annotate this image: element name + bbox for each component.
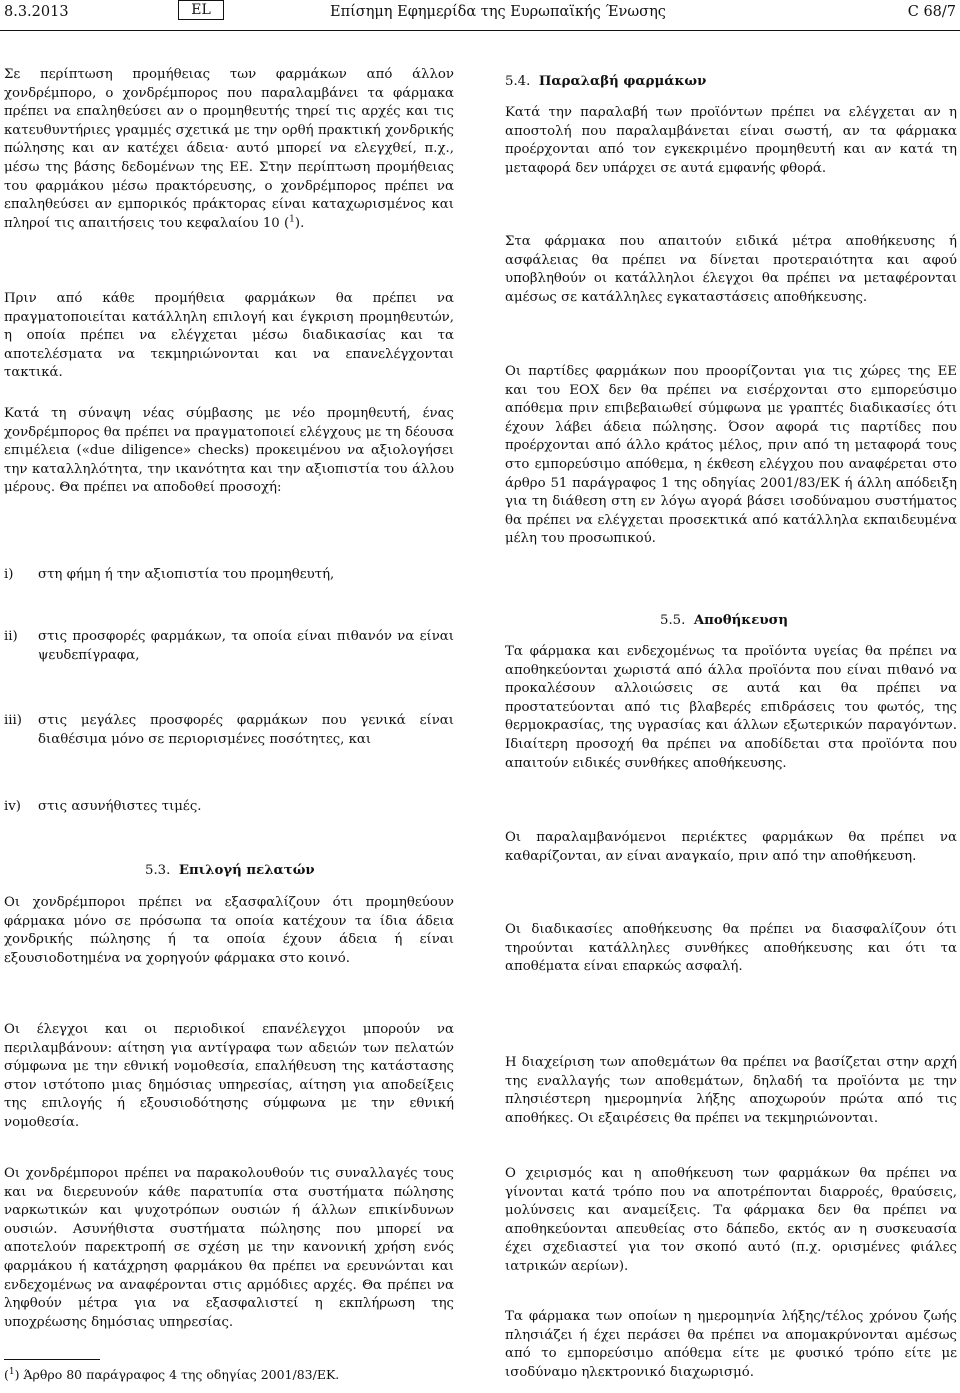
- journal-title: Επίσημη Εφημερίδα της Ευρωπαϊκής Ένωσης: [330, 4, 666, 20]
- header-date: 8.3.2013: [4, 4, 69, 20]
- right-paragraph-6: Οι διαδικασίες αποθήκευσης θα πρέπει να διασφαλίζουν ότι τηρούνται κατάλληλες συνθήκες αποθήκευσης και ότι τα αποθέματα είναι επαρκώς ασφαλή.: [505, 922, 957, 975]
- left-paragraph-1-end: ).: [294, 215, 305, 231]
- section-number: 5.5.: [660, 613, 686, 628]
- section-number: 5.3.: [145, 863, 171, 878]
- left-paragraph-6: Οι χονδρέμποροι πρέπει να παρακολουθούν τις συναλλαγές τους και να διερευνούν κάθε παρατυπία στα συστήματα πώλησης ναρκωτικών και ψυχοτρόπων ουσιών ή άλλων επικίνδυνων ουσιών. Ασυνήθιστα συστήματα πώλησης που μπορεί να αποτελούν παρεκτροπή σε σχέση με την κανονική χρήση ενός φαρμάκου ή κατάχρηση φαρμάκου θα πρέπει να ερευνώνται και ενδεχομένως να αναφέρονται στις αρμόδιες αρχές. Θα πρέπει να ληφθούν μέτρα για να εξασφαλιστεί η εκπλήρωση της υποχρέωσης δημόσιας υπηρεσίας.: [4, 1166, 454, 1330]
- right-paragraph-1: Κατά την παραλαβή των προϊόντων πρέπει να ελέγχεται αν η αποστολή που παραλαμβάνεται είναι σωστή, αν τα φάρμακα προέρχονται από τον εγκεκριμένο προμηθευτή και αν κατά τη μεταφορά δεν υπάρχει σε αυτά εμφανής φθορά.: [505, 105, 957, 176]
- list-item-number: iii): [4, 713, 22, 728]
- right-paragraph-9: Τα φάρμακα των οποίων η ημερομηνία λήξης/τέλος χρόνου ζωής πλησιάζει ή έχει περάσει θα πρέπει να απομακρύνονται αμέσως από το εμπορεύσιμο απόθεμα είτε με φυσικό τρόπο είτε με ισοδύναμο ηλεκτρονικό διαχωρισμό.: [505, 1309, 957, 1380]
- language-code-box: EL: [178, 0, 224, 20]
- section-heading-5-5: [660, 612, 788, 631]
- footnote-mark: 1: [8, 1366, 15, 1377]
- list-item-text: στις προσφορές φαρμάκων, τα οποία είναι πιθανόν να είναι ψευδεπίγραφα,: [38, 629, 454, 663]
- list-item-number: ii): [4, 629, 18, 644]
- section-heading-5-4: [505, 73, 706, 92]
- footnote: ($^1$) Άρθρο 80 παράγραφος 4 της οδηγίας 2001/83/ΕΚ.: [4, 1366, 340, 1382]
- right-paragraph-4: Τα φάρμακα και ενδεχομένως τα προϊόντα υγείας θα πρέπει να αποθηκεύονται χωριστά από άλλα προϊόντα που είναι πιθανό να προκαλέσουν αλλοιώσεις σε αυτά και θα πρέπει να προστατεύονται από τις βλαβερές επιδράσεις του φωτός, της θερμοκρασίας, της υγρασίας και άλλων εξωτερικών παραγόντων. Ιδιαίτερη προσοχή θα πρέπει να αποδίδεται στα προϊόντα που απαιτούν ειδικές συνθήκες αποθήκευσης.: [505, 644, 957, 771]
- section-title: Αποθήκευση: [693, 613, 789, 628]
- left-paragraph-5: Οι έλεγχοι και οι περιοδικοί επανέλεγχοι μπορούν να περιλαμβάνουν: αίτηση για αντίγραφα των αδειών των πελατών σύμφωνα με την εθνική νομοθεσία, επαλήθευση της κατάστασης στον ιστότοπο μιας δημόσιας υπηρεσίας, αίτηση για αποδείξεις της επιλογής ή εξουσιοδότησης σύμφωνα με την εθνική νομοθεσία.: [4, 1022, 454, 1130]
- header-rule: [0, 30, 960, 31]
- list-item-text: στη φήμη ή την αξιοπιστία του προμηθευτή,: [38, 567, 335, 582]
- footnote-rule: [4, 1359, 100, 1360]
- right-paragraph-3: Οι παρτίδες φαρμάκων που προορίζονται για τις χώρες της ΕΕ και του ΕΟΧ δεν θα πρέπει να εισέρχονται στο εμπορεύσιμο απόθεμα πριν επιβεβαιωθεί σύμφωνα με γραπτές διαδικασίες ότι έχουν λάβει άδεια πώλησης. Όσον αφορά τις παρτίδες που προέρχονται από άλλο κράτος μέλος, πριν από τη μεταφορά τους στο εμπορεύσιμο απόθεμα, η έκθεση ελέγχου που αναφέρεται στο άρθρο 51 παράγραφος 1 της οδηγίας 2001/83/ΕΚ ή άλλη απόδειξη για τη διάθεση στη εν λόγω αγορά βάσει ισοδύναμου συστήματος θα πρέπει να ελέγχεται προσεκτικά από κατάλληλα εκπαιδευμένα μέλη του προσωπικού.: [505, 364, 957, 547]
- left-paragraph-4: Οι χονδρέμποροι πρέπει να εξασφαλίζουν ότι προμηθεύουν φάρμακα μόνο σε πρόσωπα τα οποία κατέχουν τα ίδια άδεια χονδρικής πώλησης ή τα οποία έχουν άδεια ή είναι εξουσιοδοτημένα να χορηγούν φάρμακα στο κοινό.: [4, 895, 454, 966]
- right-paragraph-8: Ο χειρισμός και η αποθήκευση των φαρμάκων θα πρέπει να γίνονται κατά τρόπο που να αποτρέπονται διαρροές, θραύσεις, μολύνσεις και αναμείξεις. Τα φάρμακα δεν θα πρέπει να αποθηκεύονται απευθείας στο δάπεδο, εκτός αν η συσκευασία έχει σχεδιαστεί για τον σκοπό αυτό (π.χ. ορισμένες φιάλες ιατρικών αερίων).: [505, 1166, 957, 1274]
- right-paragraph-2: Στα φάρμακα που απαιτούν ειδικά μέτρα αποθήκευσης ή ασφάλειας θα πρέπει να δίνεται προτεραιότητα και αφού υποβληθούν οι κατάλληλοι έλεγχοι θα πρέπει να μεταφέρονται αμέσως σε κατάλληλες εγκαταστάσεις αποθήκευσης.: [505, 234, 957, 305]
- right-paragraph-5: Οι παραλαμβανόμενοι περιέκτες φαρμάκων θα πρέπει να καθαρίζονται, αν είναι αναγκαίο, πριν από την αποθήκευση.: [505, 830, 957, 864]
- page-number: C 68/7: [907, 4, 956, 20]
- left-paragraph-1: [4, 66, 454, 233]
- section-number: 5.4.: [505, 74, 531, 89]
- section-heading-5-3: [145, 862, 315, 881]
- list-item-number: i): [4, 567, 14, 582]
- right-paragraph-7: Η διαχείριση των αποθεμάτων θα πρέπει να βασίζεται στην αρχή της εναλλαγής των αποθεμάτων, δηλαδή τα προϊόντα με την πλησιέστερη ημερομηνία λήξης αποχωρούν πρώτα από τις αποθήκες. Οι εξαιρέσεις θα πρέπει να τεκμηριώνονται.: [505, 1055, 957, 1126]
- left-paragraph-3: Κατά τη σύναψη νέας σύμβασης με νέο προμηθευτή, ένας χονδρέμπορος θα πρέπει να πραγματοποιεί ελέγχους με τη δέουσα επιμέλεια («due diligence» checks) προκειμένου να αξιολογήσει την καταλληλότητα, την ικανότητα και την αξιοπιστία του άλλου μέρους. Θα πρέπει να αποδοθεί προσοχή:: [4, 406, 454, 496]
- footnote-ref: 1: [289, 214, 295, 225]
- footnote-text: Άρθρο 80 παράγραφος 4 της οδηγίας 2001/83/ΕΚ.: [23, 1367, 340, 1382]
- list-item-text: στις μεγάλες προσφορές φαρμάκων που γενικά είναι διαθέσιμα μόνο σε περιορισμένες ποσότητες, και: [38, 713, 454, 747]
- list-item-text: στις ασυνήθιστες τιμές.: [38, 799, 202, 814]
- left-paragraph-1-text: Σε περίπτωση προμήθειας των φαρμάκων από άλλον χονδρέμπορο, ο χονδρέμπορος που παραλαμβάνει τα φάρμακα πρέπει να επαληθεύσει αν ο προμηθευτής τηρεί τις αρχές και τις κατευθυντήριες γραμμές σχετικά με την ορθή πρακτική χονδρικής πώλησης και αν κατέχει άδεια· αυτό μπορεί να ελεγχθεί, π.χ., μέσω της βάσης δεδομένων της ΕΕ. Στην περίπτωση προμήθειας του φαρμάκου μέσω πρακτόρευσης, ο χονδρέμπορος πρέπει να επαληθεύσει αν εμπορικός πράκτορας είναι καταχωρισμένος και πληροί τις απαιτήσεις του κεφαλαίου 10 (: [4, 67, 454, 231]
- section-title: Επιλογή πελατών: [178, 863, 315, 878]
- page-header: [0, 0, 960, 30]
- left-paragraph-2: Πριν από κάθε προμήθεια φαρμάκων θα πρέπει να πραγματοποιείται κατάλληλη επιλογή και έγκριση προμηθευτών, η οποία πρέπει να ελέγχεται μέσω διαδικασίας και τα αποτελέσματα να τεκμηριώνονται και να επανελέγχονται τακτικά.: [4, 291, 454, 381]
- section-title: Παραλαβή φαρμάκων: [538, 74, 707, 89]
- list-item-number: iv): [4, 799, 21, 814]
